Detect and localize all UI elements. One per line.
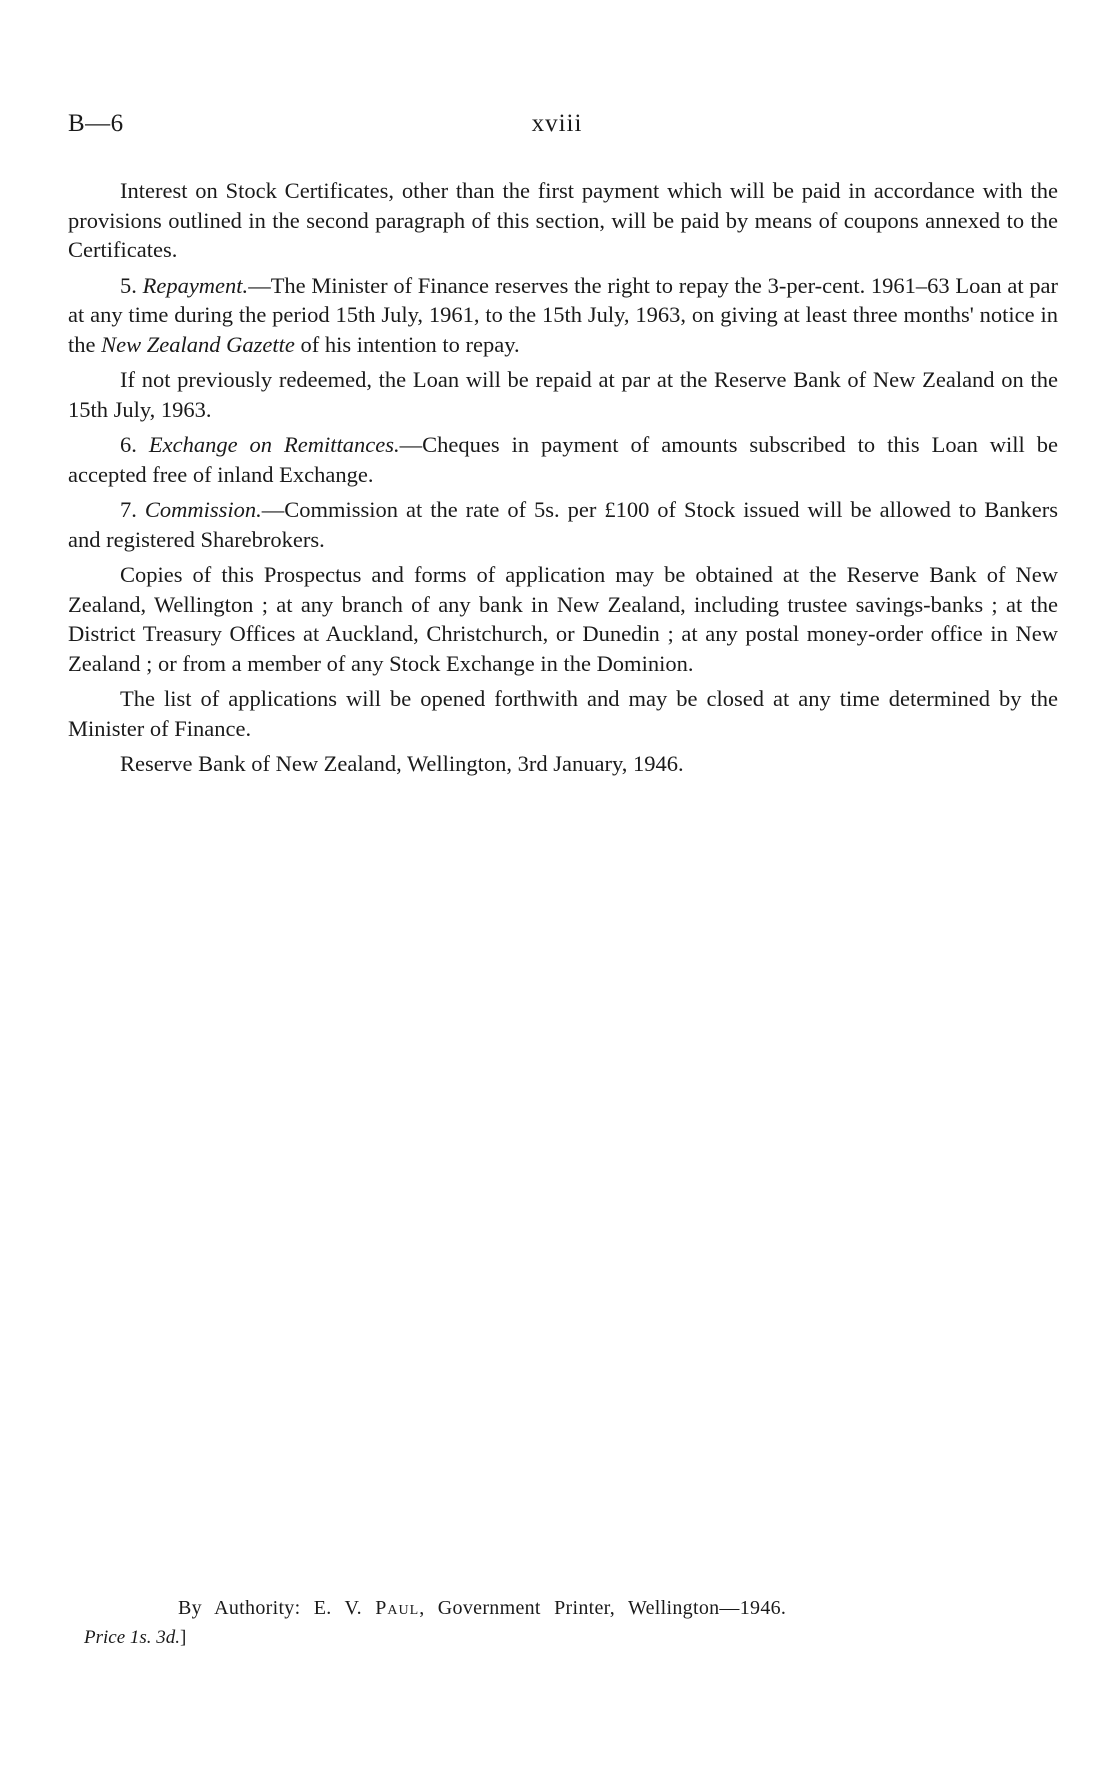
- exchange-text: —Cheques in payment of amounts subscribed to this Loan will be accepted free of inland Exchange.: [68, 432, 1059, 487]
- section-heading-exchange: Exchange on Remittances.: [148, 432, 400, 457]
- section-heading-commission: Commission.: [144, 497, 262, 522]
- signoff-line: Reserve Bank of New Zealand, Wellington, 3rd January, 1946.: [120, 751, 684, 776]
- price-note: [84, 1627, 186, 1649]
- document-code: B—6: [68, 110, 124, 137]
- price-text: Price 1s. 3d.: [84, 1627, 181, 1648]
- section-heading-repayment: Repayment.: [142, 272, 249, 298]
- paragraph-exchange: [68, 430, 1058, 489]
- body-text: [68, 176, 1058, 785]
- paragraph-copies: Copies of this Prospectus and forms of application may be obtained at the Reserve Bank of New Zealand, Wellington ; at any branch of any bank in New Zealand, including trustee savings-banks ; at the District Treasury Offices at Auckland, Christchurch, or Dunedin ; at any postal money-order office in New Zealand ; or from a member of any Stock Exchange in the Dominion.: [68, 562, 1058, 676]
- paragraph-applications: The list of applications will be opened forthwith and may be closed at any time determined by the Minister of Finance.: [68, 686, 1058, 741]
- paragraph-commission: [68, 495, 1058, 554]
- paragraph-redemption: If not previously redeemed, the Loan will be repaid at par at the Reserve Bank of New Zealand on the 15th July, 1963.: [68, 367, 1058, 422]
- section-number: 5.: [120, 272, 143, 298]
- imprint-text-a: By Authority: E. V.: [178, 1597, 376, 1619]
- commission-text: —Commission at the rate of 5s. per £100 of Stock issued will be allowed to Bankers and registered Sharebrokers.: [68, 497, 1058, 552]
- paragraph-repayment: [68, 271, 1058, 360]
- page-number: xviii: [531, 110, 583, 137]
- paragraph-interest: Interest on Stock Certificates, other than the first payment which will be paid in accordance with the provisions outlined in the second paragraph of this section, will be paid by means of coupons annexed to the Certificates.: [68, 178, 1058, 262]
- section-number: 6.: [120, 432, 149, 457]
- printer-imprint: [178, 1597, 786, 1620]
- printer-name: Paul: [375, 1597, 420, 1619]
- section-number: 7.: [120, 497, 145, 522]
- repayment-text-a: —The Minister of Finance reserves the right to repay the 3-per-cent. 1961–63 Loan at par at any time during the period 15th July, 1961, to the 15th July, 1963, on giving at least three months' notice in the: [68, 272, 1059, 357]
- imprint-text-b: , Government Printer, Wellington—1946.: [419, 1597, 787, 1619]
- gazette-title: New Zealand Gazette: [101, 331, 295, 357]
- price-bracket: ]: [180, 1627, 187, 1648]
- repayment-text-b: of his intention to repay.: [294, 331, 520, 357]
